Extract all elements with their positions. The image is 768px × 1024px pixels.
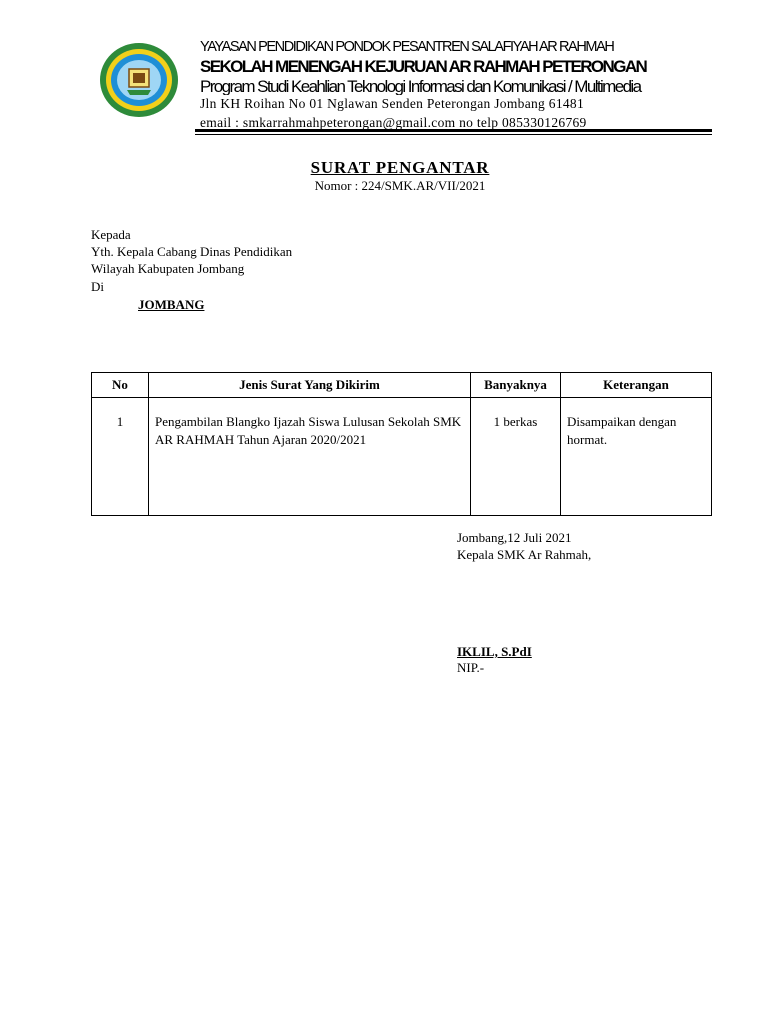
school-logo [99, 42, 179, 118]
letterhead-rule-thick [195, 129, 712, 132]
recipient-di: Di [91, 279, 104, 294]
cell-no: 1 [92, 398, 149, 516]
school-address: Jln KH Roihan No 01 Nglawan Senden Peterongan Jombang 61481 [200, 97, 585, 111]
school-contact: email : smkarrahmahpeterongan@gmail.com no telp 085330126769 [200, 116, 587, 130]
cell-banyaknya: 1 berkas [471, 398, 561, 516]
table-header-row [92, 373, 712, 398]
signature-position: Kepala SMK Ar Rahmah, [457, 547, 592, 562]
letterhead-rule-thin [195, 134, 712, 135]
letter-title: SURAT PENGANTAR [310, 158, 490, 177]
header-keterangan: Keterangan [561, 373, 712, 398]
foundation-name: YAYASAN PENDIDIKAN PONDOK PESANTREN SALAFIYAH AR RAHMAH [200, 40, 614, 55]
header-no: No [92, 373, 149, 398]
recipient-title: Yth. Kepala Cabang Dinas Pendidikan [91, 244, 293, 259]
cell-jenis: Pengambilan Blangko Ijazah Siswa Lulusan Sekolah SMK AR RAHMAH Tahun Ajaran 2020/2021 [149, 398, 471, 516]
signature-place-date: Jombang,12 Juli 2021 [457, 530, 572, 545]
cell-keterangan: Disampaikan dengan hormat. [561, 398, 712, 516]
signature-nip: NIP.- [457, 660, 485, 675]
recipient-kepada: Kepada [91, 227, 131, 242]
letter-number: Nomor : 224/SMK.AR/VII/2021 [314, 178, 486, 193]
header-jenis: Jenis Surat Yang Dikirim [149, 373, 471, 398]
signature-name: IKLIL, S.PdI [457, 644, 532, 659]
recipient-region: Wilayah Kabupaten Jombang [91, 261, 245, 276]
program-name: Program Studi Keahlian Teknologi Informasi dan Komunikasi / Multimedia [200, 78, 641, 95]
document-table [91, 372, 712, 516]
school-name: SEKOLAH MENENGAH KEJURUAN AR RAHMAH PETERONGAN [200, 58, 647, 75]
recipient-city: JOMBANG [138, 297, 205, 312]
header-banyaknya: Banyaknya [471, 373, 561, 398]
table-row [92, 398, 712, 516]
